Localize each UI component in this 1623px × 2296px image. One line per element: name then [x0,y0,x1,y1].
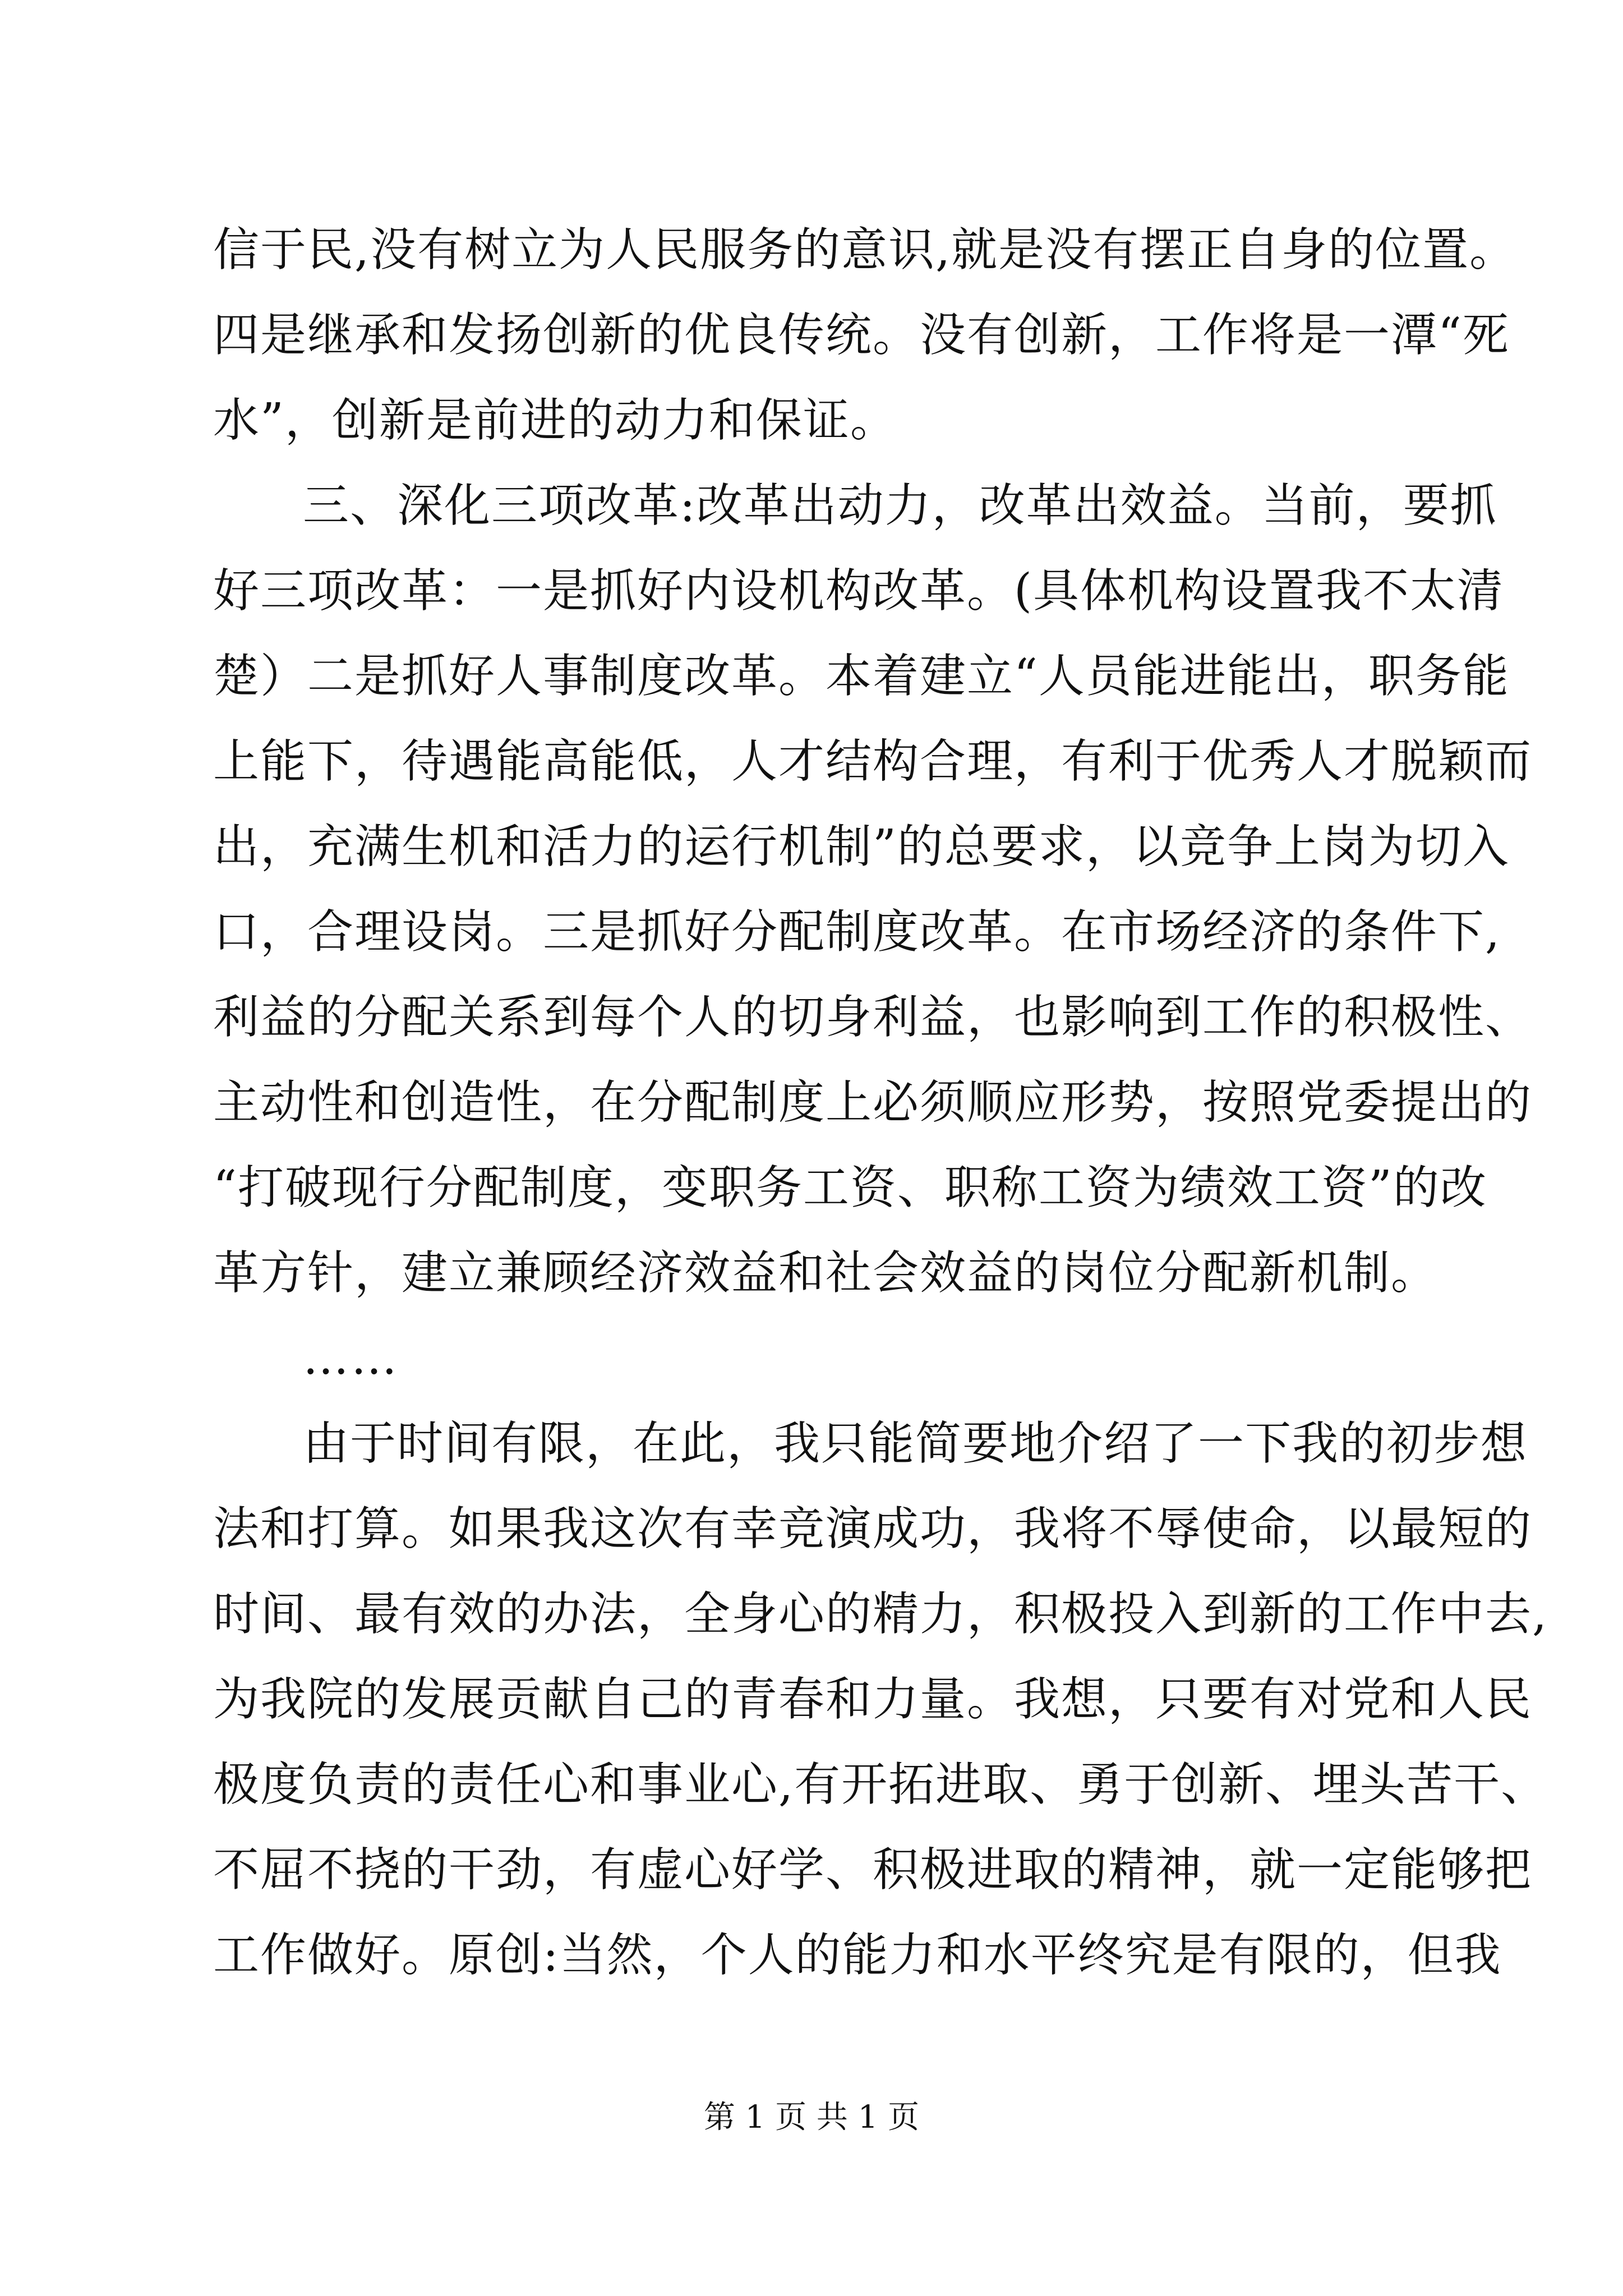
text-line: 上能下，待遇能高能低，人才结构合理，有利于优秀人才脱颖而 [213,735,1533,788]
ellipsis-line: …… [303,1332,399,1385]
page-footer [0,2098,1623,2137]
text-line: 主动性和创造性，在分配制度上必须顺应形势，按照党委提出的 [213,1076,1533,1129]
text-line: 好三项改革：一是抓好内设机构改革。(具体机构设置我不太清 [213,564,1504,618]
text-line: 为我院的发展贡献自己的青春和力量。我想，只要有对党和人民 [213,1673,1533,1726]
text-line: 利益的分配关系到每个人的切身利益，也影响到工作的积极性、 [213,991,1533,1044]
text-line: “打破现行分配制度，变职务工资、职称工资为绩效工资”的改 [213,1161,1487,1214]
text-line: 工作做好。原创:当然，个人的能力和水平终究是有限的，但我 [213,1929,1502,1982]
text-line: 楚）二是抓好人事制度改革。本着建立“人员能进能出，职务能 [213,650,1510,703]
text-line: 不屈不挠的干劲，有虚心好学、积极进取的精神，就一定能够把 [213,1843,1533,1897]
text-line: 水”，创新是前进的动力和保证。 [213,394,897,447]
text-line: 极度负责的责任心和事业心,有开拓进取、勇于创新、埋头苦干、 [213,1758,1548,1811]
body-text [213,208,1548,1998]
page-number: 第 1 页 共 1 页 [703,2099,920,2136]
text-line: 革方针，建立兼顾经济效益和社会效益的岗位分配新机制。 [213,1246,1438,1300]
text-line: 时间、最有效的办法，全身心的精力，积极投入到新的工作中去, [213,1588,1548,1641]
text-line: 三、深化三项改革:改革出动力，改革出效益。当前，要抓 [303,479,1497,532]
text-line: 出，充满生机和活力的运行机制”的总要求，以竞争上岗为切入 [213,820,1510,873]
text-line: 四是继承和发扬创新的优良传统。没有创新，工作将是一潭“死 [213,309,1510,362]
text-line: 法和打算。如果我这次有幸竞演成功，我将不辱使命，以最短的 [213,1502,1533,1556]
text-line: 由于时间有限，在此，我只能简要地介绍了一下我的初步想 [303,1417,1528,1470]
text-line: 口，合理设岗。三是抓好分配制度改革。在市场经济的条件下, [213,905,1501,959]
text-line: 信于民,没有树立为人民服务的意识,就是没有摆正自身的位置。 [213,223,1517,277]
